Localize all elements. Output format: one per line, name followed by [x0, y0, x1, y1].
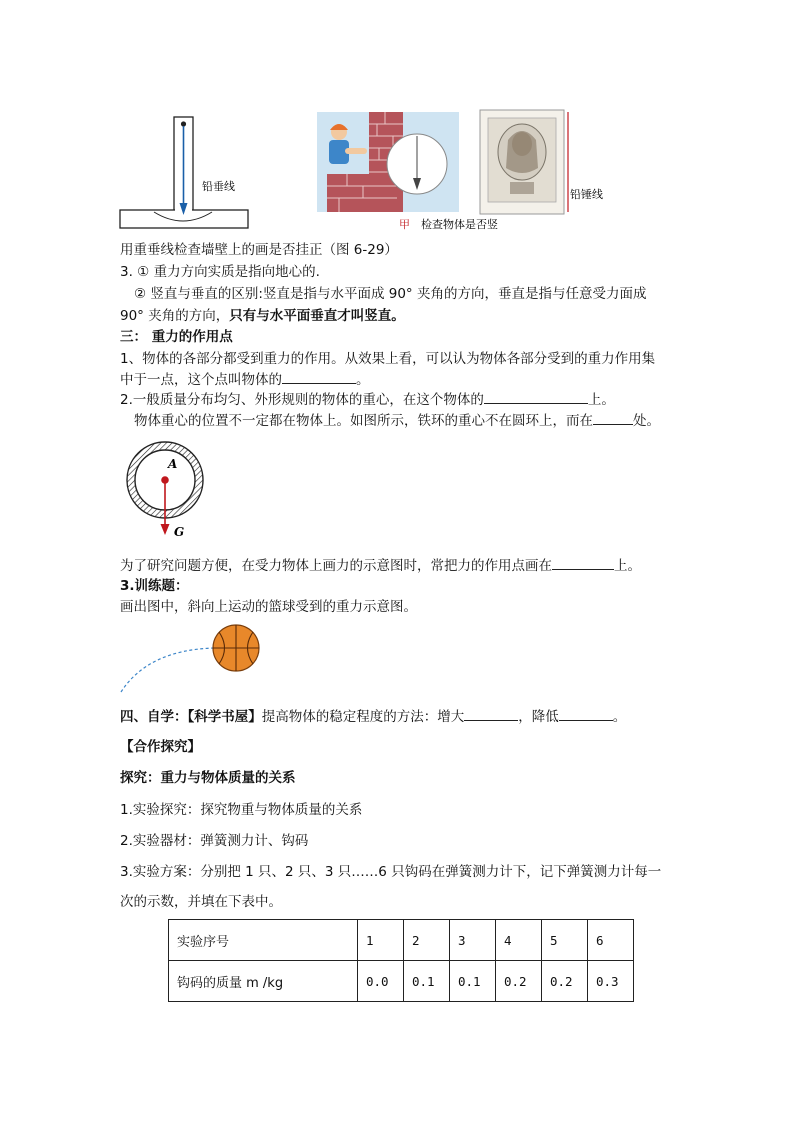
force-label: G [174, 525, 185, 539]
section-heading: 三： 重力的作用点 [120, 329, 233, 345]
iron-ring-figure [120, 438, 216, 544]
wall-check-figure [317, 112, 498, 234]
trajectory-path [121, 648, 214, 692]
pivot-dot [181, 121, 186, 126]
portrait-label: 铅锤线 [570, 188, 603, 201]
fill-blank[interactable] [559, 706, 613, 721]
section-heading: 【合作探究】 [120, 739, 201, 755]
fill-blank[interactable] [552, 555, 614, 570]
fill-blank[interactable] [484, 389, 588, 404]
text-line: 四、自学：【科学书屋】提高物体的稳定程度的方法：增大 ，降低 。 [120, 706, 626, 727]
center-of-gravity [161, 476, 169, 484]
table-cell: 0.2 [542, 961, 588, 1002]
caption-marker: 甲 [399, 218, 410, 231]
text-line: 3.实验方案：分别把 1 只、2 只、3 只……6 只钩码在弹簧测力计下，记下弹簧测力计每一 [120, 864, 662, 880]
text-line: 用重垂线检查墙壁上的画是否挂正（图 6-29） [120, 242, 398, 258]
portrait-figure [478, 108, 606, 220]
text-line: 次的示数，并填在下表中。 [120, 894, 282, 910]
table-cell: 5 [542, 920, 588, 961]
table-cell: 0.1 [450, 961, 496, 1002]
table-header-cell: 实验序号 [169, 920, 358, 961]
text-line: 2.一般质量分布均匀、外形规则的物体的重心，在这个物体的 上。 [120, 389, 615, 410]
text-line: 中于一点，这个点叫物体的 。 [120, 369, 370, 390]
basketball-figure [118, 620, 263, 695]
plumb-line-figure [118, 112, 253, 234]
table-cell: 4 [496, 920, 542, 961]
table-header-cell: 钩码的质量 m /kg [169, 961, 358, 1002]
fill-blank[interactable] [593, 410, 633, 425]
table-cell: 0.2 [496, 961, 542, 1002]
section-heading: 探究：重力与物体质量的关系 [120, 770, 296, 786]
table-cell: 0.0 [358, 961, 404, 1002]
table-cell: 0.1 [404, 961, 450, 1002]
table-cell: 3 [450, 920, 496, 961]
section-heading: 3.训练题： [120, 578, 189, 594]
text-line: 1.实验探究：探究物重与物体质量的关系 [120, 802, 363, 818]
point-label: A [168, 457, 178, 471]
table-cell: 6 [588, 920, 634, 961]
text-line: 3. ① 重力方向实质是指向地心的. [120, 264, 320, 280]
emphasis-text: 只有与水平面垂直才叫竖直。 [229, 308, 405, 324]
fill-blank[interactable] [282, 369, 356, 384]
table-row [169, 920, 634, 961]
table-cell: 0.3 [588, 961, 634, 1002]
text-line: 物体重心的位置不一定都在物体上。如图所示，铁环的重心不在圆环上，而在 处。 [134, 410, 660, 431]
gravity-arrowhead [161, 524, 170, 535]
text-line: 2.实验器材：弹簧测力计、钩码 [120, 833, 309, 849]
data-table [168, 919, 634, 1002]
plumb-label: 铅垂线 [202, 180, 235, 193]
wall-caption: 检查物体是否竖 [421, 218, 498, 231]
table-row [169, 961, 634, 1002]
table-cell: 2 [404, 920, 450, 961]
text-line: 1、物体的各部分都受到重力的作用。从效果上看，可以认为物体各部分受到的重力作用集 [120, 351, 656, 367]
text-line: 为了研究问题方便，在受力物体上画力的示意图时，常把力的作用点画在 上。 [120, 555, 641, 576]
table-cell: 1 [358, 920, 404, 961]
text-line: 90° 夹角的方向，只有与水平面垂直才叫竖直。 [120, 308, 405, 324]
basketball [213, 625, 259, 671]
fill-blank[interactable] [464, 706, 518, 721]
text-line: 画出图中，斜向上运动的篮球受到的重力示意图。 [120, 599, 417, 615]
text-line: ② 竖直与垂直的区别:竖直是指与水平面成 90° 夹角的方向，垂直是指与任意受力面成 [134, 286, 647, 302]
